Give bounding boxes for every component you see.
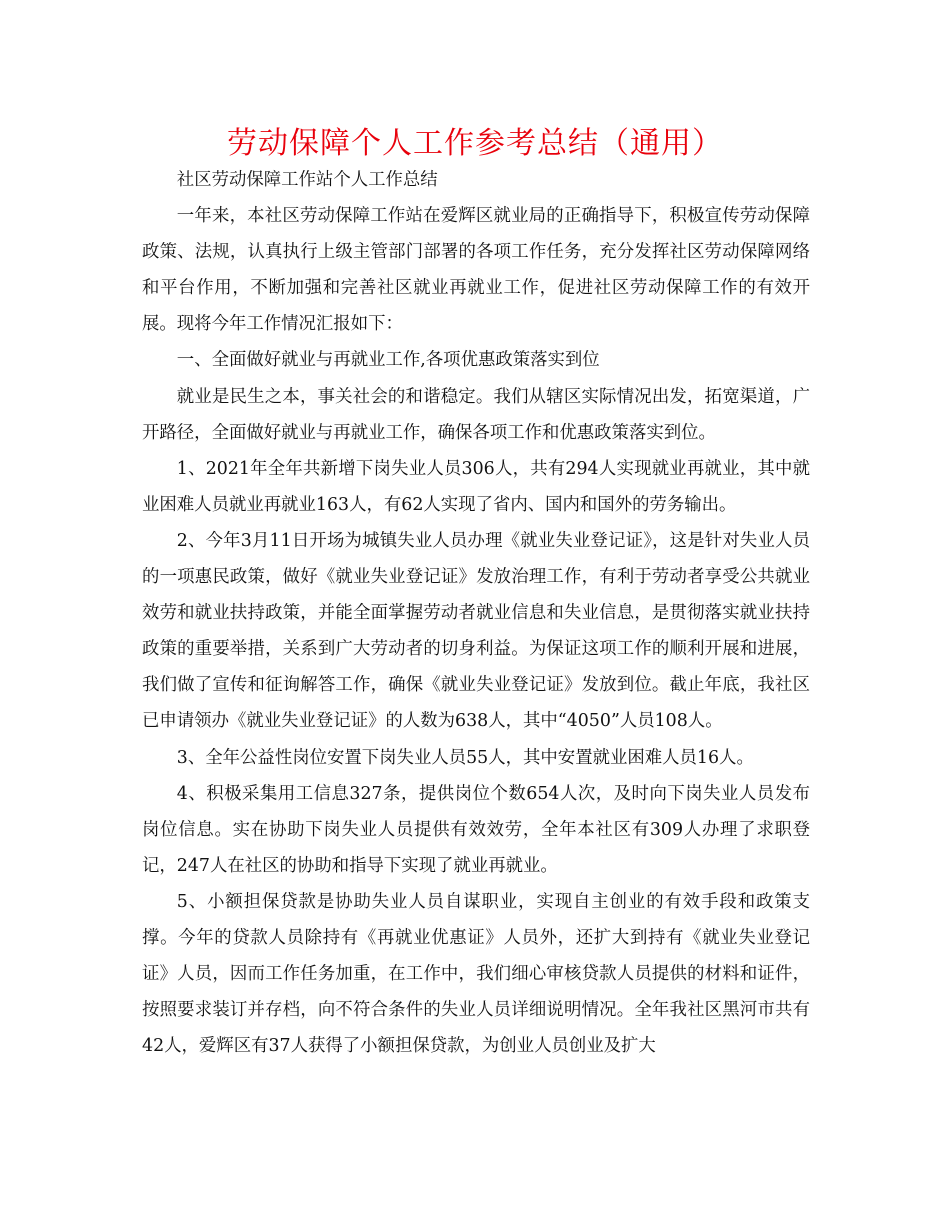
list-item-5: 5、小额担保贷款是协助失业人员自谋职业，实现自主创业的有效手段和政策支撑。今年的贷款人员除持有《再就业优惠证》人员外，还扩大到持有《就业失业登记证》人员，因而工作任务加重，在工作中，我们细心审核贷款人员提供的材料和证件，按照要求装订并存档，向不符合条件的失业人员详细说明情况。全年我社区黑河市共有42人，爱辉区有37人获得了小额担保贷款，为创业人员创业及扩大 [142,891,810,1057]
document-body [142,162,810,1064]
body-paragraph: 就业是民生之本，事关社会的和谐稳定。我们从辖区实际情况出发，拓宽渠道，广开路径，全面做好就业与再就业工作，确保各项工作和优惠政策落实到位。 [142,386,810,443]
list-item-1: 1、2021年全年共新增下岗失业人员306人，共有294人实现就业再就业，其中就业困难人员就业再就业163人，有62人实现了省内、国内和国外的劳务输出。 [142,458,810,515]
list-item-4: 4、积极采集用工信息327条，提供岗位个数654人次，及时向下岗失业人员发布岗位信息。实在协助下岗失业人员提供有效效劳，全年本社区有309人办理了求职登记，247人在社区的协助和指导下实现了就业再就业。 [142,783,810,876]
list-item-3: 3、全年公益性岗位安置下岗失业人员55人，其中安置就业困难人员16人。 [176,747,754,768]
document-title: 劳动保障个人工作参考总结（通用） [227,126,723,161]
intro-paragraph: 一年来，本社区劳动保障工作站在爱辉区就业局的正确指导下，积极宣传劳动保障政策、法规，认真执行上级主管部门部署的各项工作任务，充分发挥社区劳动保障网络和平台作用，不断加强和完善社区就业再就业工作，促进社区劳动保障工作的有效开展。现将今年工作情况汇报如下： [142,206,810,335]
section-heading: 一、全面做好就业与再就业工作,各项优惠政策落实到位 [176,350,600,371]
subtitle-paragraph: 社区劳动保障工作站个人工作总结 [176,170,438,190]
list-item-2: 2、今年3月11日开场为城镇失业人员办理《就业失业登记证》，这是针对失业人员的一项惠民政策，做好《就业失业登记证》发放治理工作，有利于劳动者享受公共就业效劳和就业扶持政策，并能全面掌握劳动者就业信息和失业信息，是贯彻落实就业扶持政策的重要举措，关系到广大劳动者的切身利益。为保证这项工作的顺利开展和进展，我们做了宣传和征询解答工作，确保《就业失业登记证》发放到位。截止年底，我社区已申请领办《就业失业登记证》的人数为638人，其中“4050”人员108人。 [142,530,810,732]
